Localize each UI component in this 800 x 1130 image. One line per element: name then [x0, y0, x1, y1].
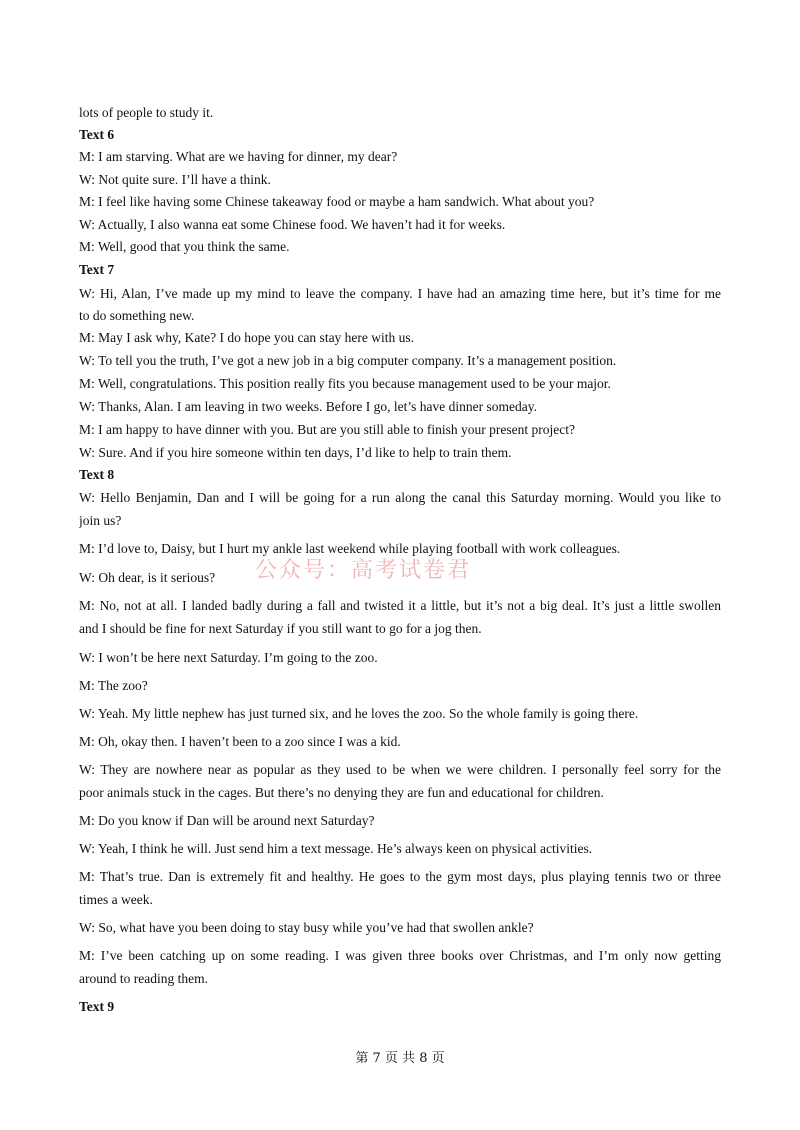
- text-line: times a week.: [79, 892, 153, 907]
- section-heading-text-8: Text 8: [79, 467, 115, 482]
- text-line: W: Yeah. My little nephew has just turned six, and he loves the zoo. So the whole family is going there.: [79, 706, 639, 721]
- text-line: W: To tell you the truth, I’ve got a new job in a big computer company. It’s a management position.: [79, 353, 617, 368]
- text-line: M: I feel like having some Chinese takeaway food or maybe a ham sandwich. What about you?: [79, 194, 595, 209]
- text-line: M: I’d love to, Daisy, but I hurt my ankle last weekend while playing football with work colleagues.: [79, 541, 621, 556]
- text-line: M: Do you know if Dan will be around next Saturday?: [79, 813, 375, 828]
- text-line: W: Hi, Alan, I’ve made up my mind to leave the company. I have had an amazing time here, but it’s time for me: [79, 286, 721, 301]
- text-line: W: Actually, I also wanna eat some Chinese food. We haven’t had it for weeks.: [79, 217, 506, 232]
- text-line: to do something new.: [79, 308, 195, 323]
- text-line: M: Well, good that you think the same.: [79, 239, 290, 254]
- text-line: W: Yeah, I think he will. Just send him a text message. He’s always keen on physical activities.: [79, 841, 593, 856]
- text-line: lots of people to study it.: [79, 105, 214, 120]
- text-line: M: The zoo?: [79, 678, 148, 693]
- text-line: W: I won’t be here next Saturday. I’m going to the zoo.: [79, 650, 378, 665]
- text-line: M: I am happy to have dinner with you. But are you still able to finish your present project?: [79, 422, 576, 437]
- watermark: 公众号：高考试卷君: [255, 558, 472, 583]
- text-line: M: May I ask why, Kate? I do hope you can stay here with us.: [79, 330, 415, 345]
- text-line: W: Hello Benjamin, Dan and I will be going for a run along the canal this Saturday morning. Would you like to: [79, 490, 721, 505]
- text-line: M: No, not at all. I landed badly during a fall and twisted it a little, but it’s not a big deal. It’s just a little swollen: [79, 598, 721, 613]
- text-line: poor animals stuck in the cages. But there’s no denying they are fun and educational for children.: [79, 785, 604, 800]
- text-line: W: Thanks, Alan. I am leaving in two weeks. Before I go, let’s have dinner someday.: [79, 399, 538, 414]
- text-line: W: So, what have you been doing to stay busy while you’ve had that swollen ankle?: [79, 920, 534, 935]
- section-heading-text-7: Text 7: [79, 262, 115, 277]
- text-line: M: Well, congratulations. This position really fits you because management used to be your major.: [79, 376, 611, 391]
- section-heading-text-6: Text 6: [79, 127, 115, 142]
- page-number-footer: 第 7 页 共 8 页: [355, 1051, 445, 1066]
- section-heading-text-9: Text 9: [79, 999, 115, 1014]
- text-line: W: Oh dear, is it serious?: [79, 570, 216, 585]
- text-line: W: Sure. And if you hire someone within ten days, I’d like to help to train them.: [79, 445, 512, 460]
- text-line: around to reading them.: [79, 971, 208, 986]
- text-line: M: That’s true. Dan is extremely fit and healthy. He goes to the gym most days, plus playing tennis two or three: [79, 869, 721, 884]
- text-line: M: I’ve been catching up on some reading. I was given three books over Christmas, and I’m only now getting: [79, 948, 721, 963]
- text-line: M: I am starving. What are we having for dinner, my dear?: [79, 149, 398, 164]
- text-line: W: Not quite sure. I’ll have a think.: [79, 172, 271, 187]
- text-line: join us?: [79, 513, 122, 528]
- text-line: and I should be fine for next Saturday if you still want to go for a jog then.: [79, 621, 482, 636]
- text-line: W: They are nowhere near as popular as they used to be when we were children. I personally feel sorry for the: [79, 762, 721, 777]
- text-line: M: Oh, okay then. I haven’t been to a zoo since I was a kid.: [79, 734, 401, 749]
